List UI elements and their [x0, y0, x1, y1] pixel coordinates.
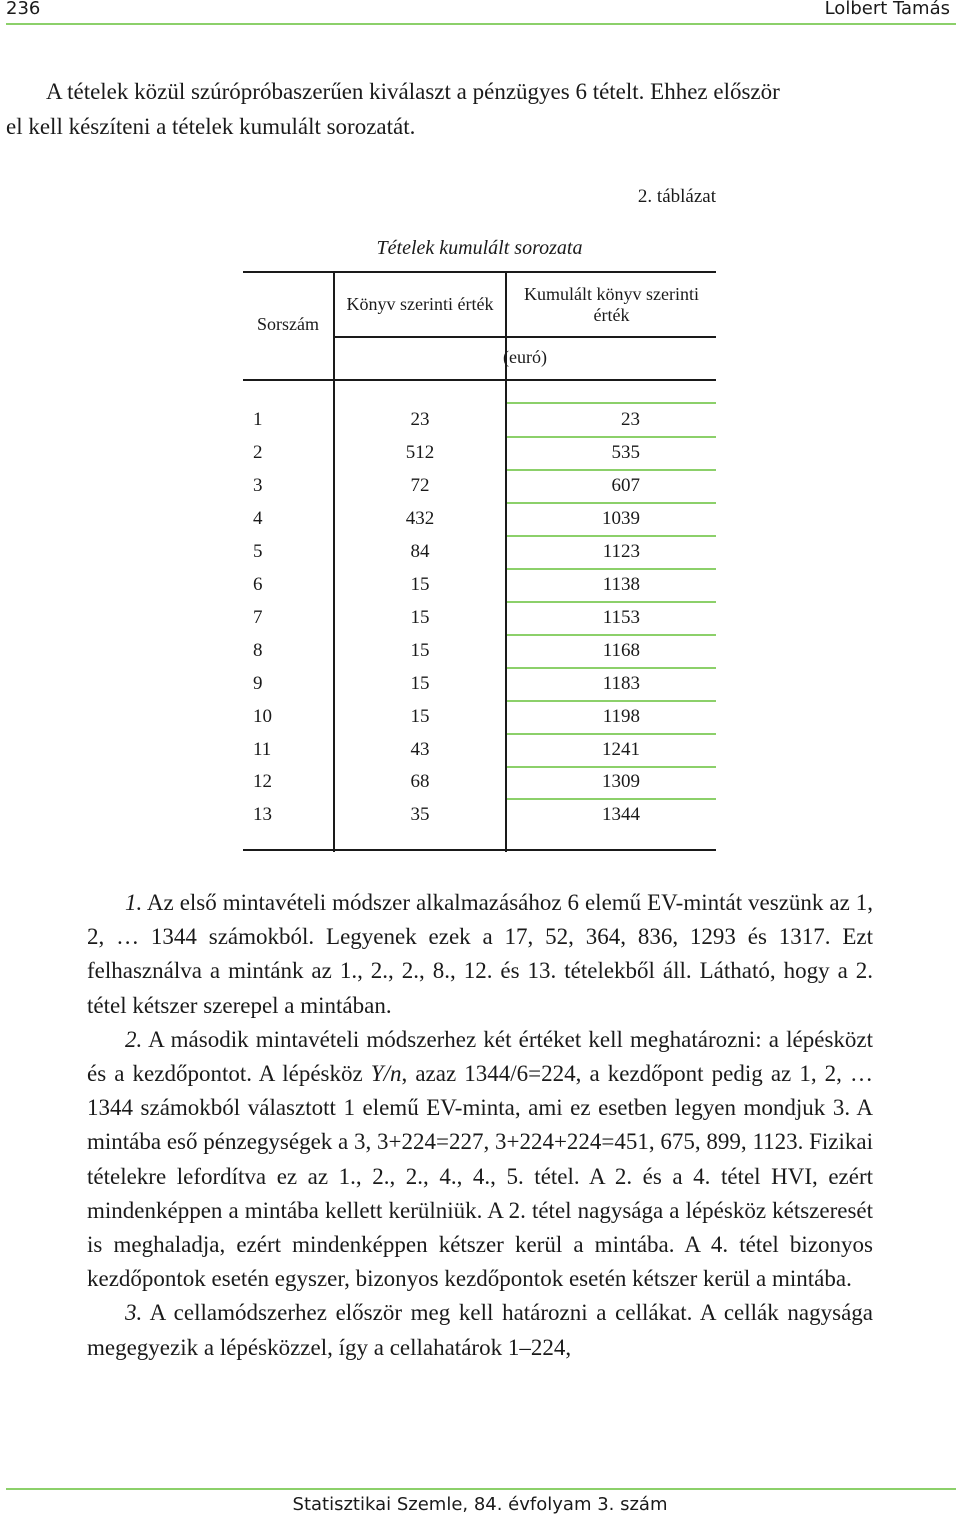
paragraph-1-text: Az első mintavételi módszer alkalmazásához 6 elemű EV-mintát veszünk az 1, 2, … 1344 számokból. Legyenek ezek a 17, 52, 364, 836, 1293 és 1317. Ezt felhasználva a mintánk az 1., 2., 2., 8., 12. és 13. tételekből áll. Látható, hogy a 2. tétel kétszer szerepel a mintában. [87, 890, 873, 1018]
page-number: 236 [6, 0, 41, 19]
col-header-sorszam: Sorszám [257, 314, 319, 334]
footer-rule [6, 1488, 956, 1490]
row-divider [507, 798, 716, 800]
cell-kumulalt: 1198 [602, 705, 640, 727]
row-divider [507, 502, 716, 504]
cell-konyv: 432 [405, 507, 435, 529]
row-divider [507, 733, 716, 735]
cell-kumulalt: 23 [621, 409, 640, 430]
running-author: Lolbert Tamás [824, 0, 950, 19]
cell-konyv: 23 [410, 409, 430, 430]
page-header [0, 0, 960, 22]
row-divider [507, 766, 716, 768]
cell-kumulalt: 1309 [602, 771, 640, 793]
paragraph-2-text-a: A második mintavételi módszerhez két értéket kell meghatározni: a lépésközt és a kezdőpontot. A lépésköz [87, 1026, 873, 1087]
cell-kumulalt: 1138 [602, 573, 640, 595]
intro-line-2: el kell készíteni a tételek kumulált sorozatát. [6, 114, 416, 139]
table-header-subrule [333, 336, 716, 338]
cell-sorszam: 7 [253, 606, 263, 628]
cell-konyv: 35 [410, 804, 430, 826]
row-divider [507, 436, 716, 438]
table-top-rule [243, 271, 716, 273]
cell-sorszam: 6 [253, 573, 263, 595]
col-header-kumulalt-line1: Kumulált könyv szerinti [524, 284, 699, 304]
cell-kumulalt: 1168 [602, 639, 640, 661]
cell-sorszam: 8 [253, 639, 263, 661]
paragraph-3-text: A cellamódszerhez először meg kell határozni a cellákat. A cellák nagysága megegyezik a lépésközzel, így a cellahatárok 1–224, [87, 1300, 873, 1360]
table-bottom-rule [243, 849, 716, 851]
row-divider [507, 535, 716, 537]
cell-konyv: 15 [410, 606, 430, 628]
cell-sorszam: 10 [253, 705, 272, 727]
cell-konyv: 512 [405, 441, 435, 463]
intro-line-1: A tételek közül szúrópróbaszerűen kiválaszt a pénzügyes 6 tételt. Ehhez először [46, 79, 780, 104]
cell-konyv: 15 [410, 705, 430, 727]
cell-kumulalt: 1039 [602, 507, 640, 529]
row-divider [507, 667, 716, 669]
intro-paragraph [6, 74, 956, 144]
paragraph-2-formula: Y/n [370, 1061, 402, 1087]
paragraph-3-number: 3. [125, 1300, 143, 1326]
row-divider [507, 700, 716, 702]
cell-konyv: 43 [410, 738, 430, 760]
col-header-kumulalt-line2: érték [593, 305, 630, 325]
cell-sorszam: 3 [253, 474, 263, 496]
col-header-konyv: Könyv szerinti érték [346, 294, 494, 314]
cell-sorszam: 12 [253, 771, 272, 793]
cell-konyv: 68 [410, 771, 430, 793]
body-text [87, 886, 873, 1365]
cell-sorszam: 13 [253, 804, 272, 826]
table-title: Tételek kumulált sorozata [376, 237, 583, 259]
table-header-bottom-rule [243, 379, 716, 381]
cell-konyv: 84 [410, 540, 430, 562]
cell-sorszam: 1 [253, 409, 263, 430]
col-header-kumulalt [507, 284, 716, 326]
cell-sorszam: 4 [253, 507, 263, 529]
cell-kumulalt: 1153 [602, 606, 640, 628]
paragraph-1 [87, 886, 873, 1023]
cell-sorszam: 11 [253, 738, 272, 760]
row-divider [507, 469, 716, 471]
cell-kumulalt: 535 [611, 441, 640, 463]
cell-konyv: 15 [410, 639, 430, 661]
cell-konyv: 15 [410, 573, 430, 595]
cell-sorszam: 2 [253, 441, 263, 463]
cell-konyv: 15 [410, 672, 430, 694]
page-footer: Statisztikai Szemle, 84. évfolyam 3. szám [292, 1494, 668, 1515]
unit-label: (euró) [503, 347, 547, 367]
cell-kumulalt: 1241 [602, 738, 640, 760]
paragraph-3 [87, 1296, 873, 1364]
cell-sorszam: 9 [253, 672, 263, 694]
paragraph-2-number: 2. [125, 1026, 143, 1052]
row-divider [507, 568, 716, 570]
paragraph-1-number: 1. [125, 890, 143, 915]
header-rule [6, 23, 956, 25]
row-divider [507, 601, 716, 603]
cell-kumulalt: 1183 [602, 672, 640, 694]
cell-sorszam: 5 [253, 540, 263, 562]
row-divider-top [507, 402, 716, 404]
cell-kumulalt: 1123 [602, 540, 640, 562]
row-divider [507, 634, 716, 636]
paragraph-2-text-b: , azaz 1344/6=224, a kezdőpont pedig az 1, 2, … 1344 számokból választott 1 elemű EV-minta, ami ez esetben legyen mondjuk 3. A mintába eső pénzegységek a 3, 3+224=227, 3+224+224=451, 675, 899, 1123. Fizikai tételekre lefordítva ez az 1., 2., 2., 4., 4., 5. tétel. A 2. és a 4. tétel HVI, ezért mindenképpen a mintába kellett kerülniük. A 2. tétel nagysága a lépésköz kétszeresét is meghaladja, ezért mindenképpen kétszer kerül a mintába. A 4. tétel bizonyos kezdőpontok esetén egyszer, bizonyos kezdőpontok esetén kétszer kerül a mintába. [87, 1061, 873, 1292]
cell-kumulalt: 1344 [602, 804, 640, 826]
cell-kumulalt: 607 [611, 474, 640, 496]
paragraph-2 [87, 1023, 873, 1297]
table-label: 2. táblázat [637, 186, 716, 207]
cell-konyv: 72 [410, 474, 430, 496]
